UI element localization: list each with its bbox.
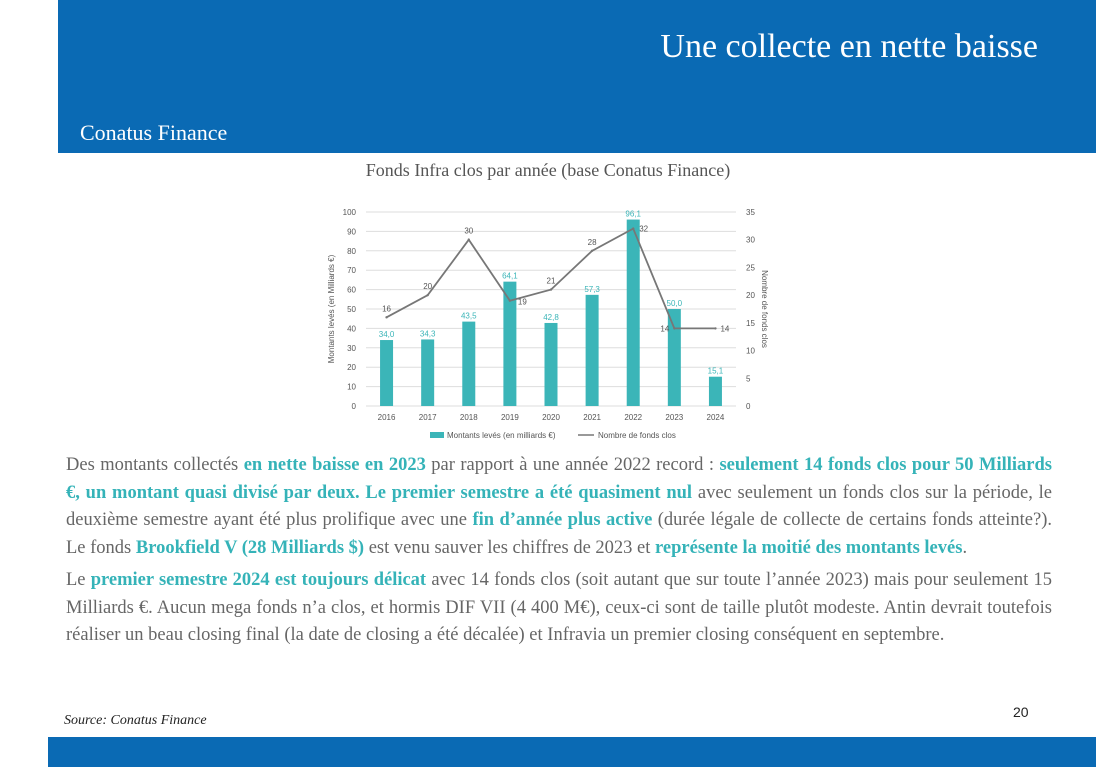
- line-data-label: 21: [546, 276, 556, 286]
- x-tick-label: 2019: [500, 413, 519, 422]
- line-data-label: 14: [660, 324, 670, 334]
- body-text-run: .: [962, 537, 968, 558]
- source-note: Source: Conatus Finance: [64, 713, 207, 728]
- bar: [586, 295, 599, 406]
- y2-tick-label: 30: [746, 235, 755, 245]
- line-point: [426, 294, 428, 296]
- body-text-run: par rapport à une année 2022 record :: [425, 455, 720, 475]
- y2-tick-label: 10: [746, 346, 755, 356]
- y2-tick-label: 5: [746, 374, 751, 384]
- highlight-text: représente la moitié des montants levés: [655, 537, 963, 558]
- x-tick-label: 2024: [706, 413, 725, 422]
- slide-subtitle: Conatus Finance: [80, 120, 228, 145]
- y2-tick-label: 20: [746, 291, 755, 301]
- body-text-run: Le: [66, 570, 91, 590]
- y-tick-label: 60: [347, 285, 356, 295]
- y-tick-label: 70: [347, 266, 356, 276]
- highlight-text: seulement 14 fonds clos pour 50 Milliards €, un montant quasi divisé par deux. Le premier semestre a été quasiment nul: [66, 455, 1052, 503]
- body-text-run: avec seulement un fonds clos sur la période, le deuxième semestre ayant été plus prolifique avec une: [66, 482, 1052, 530]
- bar: [380, 340, 393, 406]
- legend-bar-swatch: [430, 432, 444, 438]
- x-tick-label: 2020: [542, 413, 560, 422]
- x-tick-label: 2023: [665, 413, 684, 422]
- y-tick-label: 50: [347, 305, 356, 314]
- bar: [462, 322, 475, 406]
- x-tick-label: 2021: [583, 413, 602, 422]
- y-axis-ticks: [343, 208, 357, 411]
- bar-data-label: 42,8: [543, 312, 559, 322]
- line-data-label: 30: [464, 226, 474, 236]
- bar-data-label: 34,3: [419, 329, 436, 339]
- y-tick-label: 80: [347, 246, 356, 256]
- line-point: [550, 288, 552, 290]
- chart-legend: [430, 431, 676, 440]
- legend-line-label: Nombre de fonds clos: [598, 431, 676, 440]
- bar: [421, 339, 434, 406]
- bar: [627, 220, 640, 406]
- line-point: [385, 316, 387, 318]
- y2-axis-ticks: [746, 208, 755, 411]
- body-text-run: Des montants collectés: [66, 455, 244, 475]
- line-data-label: 14: [720, 324, 730, 334]
- y-tick-label: 40: [347, 324, 356, 334]
- body-text-run: avec 14 fonds clos (soit autant que sur toute l’année 2023) mais pour seulement 15 Milliards €. Aucun mega fonds n’a clos, et hormis DIF VII (4 400 M€), ceux-ci sont de taille plutôt modeste. Antin devrait toutefois réaliser un beau closing final (la date de closing a été décalée) et Infravia un premier closing conséquent en septembre.: [66, 570, 1053, 645]
- line-data-label: 32: [639, 224, 649, 234]
- y-tick-label: 90: [347, 227, 356, 237]
- bar-data-label: 43,5: [460, 311, 477, 321]
- line-data-label: 16: [382, 304, 392, 314]
- page-number: 20: [1013, 704, 1029, 720]
- legend-bar-label: Montants levés (en milliards €): [447, 431, 556, 440]
- line-point: [714, 327, 716, 329]
- bar: [545, 323, 558, 406]
- y2-axis-label: Nombre de fonds clos: [760, 270, 769, 348]
- line-point: [468, 239, 470, 241]
- x-tick-label: 2018: [459, 413, 478, 422]
- x-tick-label: 2016: [377, 413, 396, 422]
- body-text-run: (durée légale de collecte de certains fonds atteinte?). Le fonds: [66, 510, 1052, 558]
- bar-data-label: 96,1: [625, 209, 642, 219]
- bar: [668, 309, 681, 406]
- x-tick-label: 2017: [418, 413, 437, 422]
- combo-chart: [320, 200, 770, 445]
- bar-data-label: 15,1: [707, 366, 724, 376]
- bar-data-label: 57,3: [584, 284, 600, 294]
- line-point: [509, 299, 511, 301]
- y2-tick-label: 15: [746, 318, 755, 328]
- y-tick-label: 100: [342, 208, 356, 217]
- line-point: [591, 250, 593, 252]
- y-tick-label: 20: [347, 363, 356, 373]
- body-text: [66, 452, 1052, 655]
- y-tick-label: 0: [351, 402, 356, 411]
- chart-title: Fonds Infra clos par année (base Conatus Finance): [365, 160, 731, 180]
- line-point: [673, 327, 675, 329]
- highlight-text: fin d’année plus active: [472, 510, 653, 530]
- body-text-run: est venu sauver les chiffres de 2023 et: [364, 537, 656, 558]
- paragraph-1: [66, 452, 1052, 562]
- highlight-text: en nette baisse en 2023: [243, 455, 426, 475]
- y2-tick-label: 0: [746, 402, 751, 411]
- line-data-label: 28: [587, 237, 597, 247]
- x-tick-label: 2022: [624, 413, 643, 422]
- bar-data-label: 34,0: [378, 330, 395, 340]
- bar-data-label: 50,0: [666, 299, 683, 308]
- paragraph-2: [66, 567, 1052, 650]
- y2-tick-label: 25: [746, 263, 755, 273]
- y-axis-label: Montants levés (en Milliards €): [327, 254, 336, 364]
- y-tick-label: 10: [347, 382, 356, 392]
- y-tick-label: 30: [347, 343, 356, 353]
- x-axis-ticks: [378, 413, 725, 422]
- bar: [709, 377, 722, 406]
- y2-tick-label: 35: [746, 208, 755, 217]
- highlight-text: premier semestre 2024 est toujours délicat: [90, 570, 427, 590]
- bar-data-label: 64,1: [502, 271, 518, 281]
- line-data-label: 20: [423, 282, 433, 292]
- line-point: [632, 227, 634, 229]
- slide-title: Une collecte en nette baisse: [660, 28, 1038, 65]
- highlight-text: Brookfield V (28 Milliards $): [135, 537, 365, 558]
- line-data-label: 19: [517, 297, 527, 307]
- footer-band: [48, 737, 1096, 767]
